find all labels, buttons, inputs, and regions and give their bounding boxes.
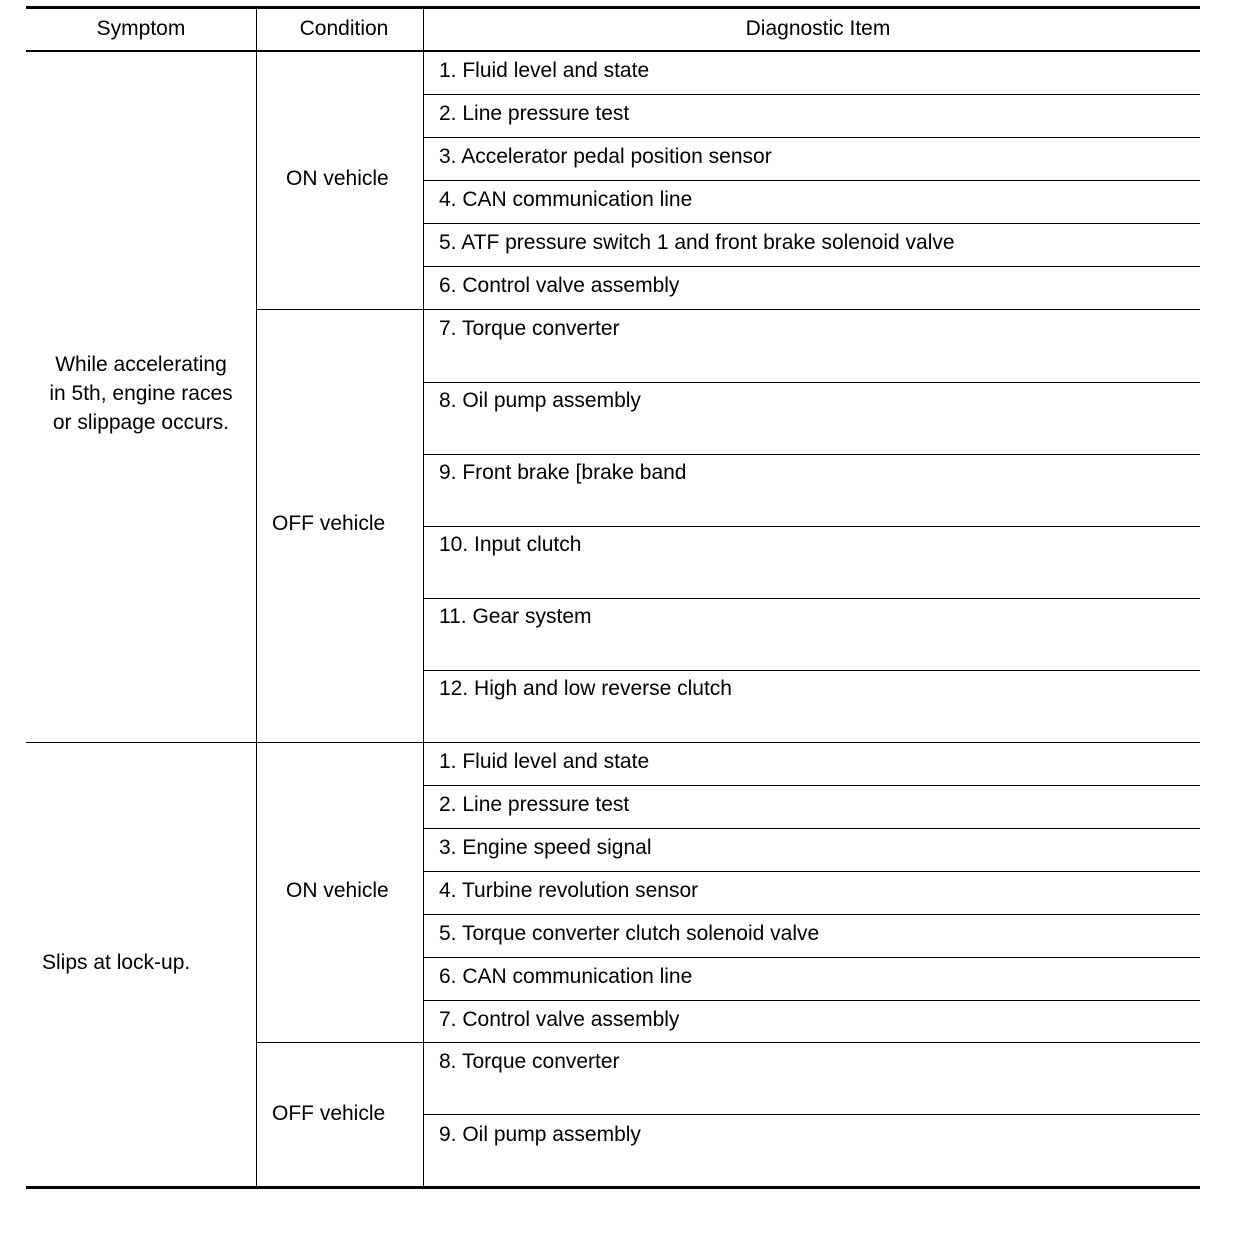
header-symptom: Symptom xyxy=(96,17,186,40)
diagnostic-item: 3. Engine speed signal xyxy=(439,836,652,859)
condition-on-label: ON vehicle xyxy=(286,879,389,902)
row-divider xyxy=(424,598,1200,599)
diagnostic-item: 10. Input clutch xyxy=(439,533,582,556)
row-divider xyxy=(424,266,1200,267)
row-divider xyxy=(424,223,1200,224)
symptom-line: While accelerating xyxy=(55,353,227,376)
row-divider xyxy=(424,670,1200,671)
header-condition: Condition xyxy=(299,17,389,40)
diagnostic-item: 2. Line pressure test xyxy=(439,793,630,816)
header-diagnostic-item: Diagnostic Item xyxy=(745,17,891,40)
symptom-line: in 5th, engine races xyxy=(49,382,233,405)
column-divider xyxy=(423,6,424,1188)
diagnostic-item: 6. CAN communication line xyxy=(439,965,693,988)
row-divider xyxy=(424,957,1200,958)
table-bottom-rule xyxy=(26,1186,1200,1189)
diagnostic-item: 1. Fluid level and state xyxy=(439,59,650,82)
group-separator xyxy=(26,742,1200,743)
row-divider xyxy=(424,1000,1200,1001)
diagnostic-item: 4. Turbine revolution sensor xyxy=(439,879,699,902)
condition-off-label: OFF vehicle xyxy=(272,512,386,535)
symptom-line: or slippage occurs. xyxy=(52,411,230,434)
row-divider xyxy=(424,137,1200,138)
row-divider xyxy=(424,382,1200,383)
table-top-rule xyxy=(26,6,1200,9)
diagnostic-item: 2. Line pressure test xyxy=(439,102,630,125)
row-divider xyxy=(424,180,1200,181)
diagnostic-item: 7. Torque converter xyxy=(439,317,620,340)
row-divider xyxy=(424,526,1200,527)
symptom-text xyxy=(26,350,256,437)
row-divider xyxy=(424,1114,1200,1115)
symptom-line: Slips at lock-up. xyxy=(42,951,191,974)
diagnostic-item: 3. Accelerator pedal position sensor xyxy=(439,145,772,168)
diagnostic-item: 8. Oil pump assembly xyxy=(439,389,641,412)
diagnostic-item: 11. Gear system xyxy=(439,605,592,628)
diagnostic-item: 4. CAN communication line xyxy=(439,188,693,211)
row-divider xyxy=(424,828,1200,829)
condition-separator xyxy=(256,1042,1200,1043)
diagnostic-item: 12. High and low reverse clutch xyxy=(439,677,732,700)
diagnostic-item: 5. Torque converter clutch solenoid valve xyxy=(439,922,820,945)
diagnostic-item: 8. Torque converter xyxy=(439,1050,620,1073)
condition-on-label: ON vehicle xyxy=(286,167,389,190)
diagnostic-item: 1. Fluid level and state xyxy=(439,750,650,773)
row-divider xyxy=(424,785,1200,786)
header-rule xyxy=(26,50,1200,52)
diagnostic-item: 6. Control valve assembly xyxy=(439,274,680,297)
diagnostic-item: 9. Front brake [brake band xyxy=(439,461,687,484)
condition-separator xyxy=(256,309,1200,310)
row-divider xyxy=(424,454,1200,455)
column-divider xyxy=(256,6,257,1188)
diagnostic-item: 5. ATF pressure switch 1 and front brake solenoid valve xyxy=(439,231,955,254)
row-divider xyxy=(424,94,1200,95)
symptom-text xyxy=(42,948,190,977)
condition-off-label: OFF vehicle xyxy=(272,1102,386,1125)
row-divider xyxy=(424,871,1200,872)
diagnostic-item: 9. Oil pump assembly xyxy=(439,1123,641,1146)
diagnostic-table xyxy=(26,6,1200,1190)
row-divider xyxy=(424,914,1200,915)
diagnostic-item: 7. Control valve assembly xyxy=(439,1008,680,1031)
